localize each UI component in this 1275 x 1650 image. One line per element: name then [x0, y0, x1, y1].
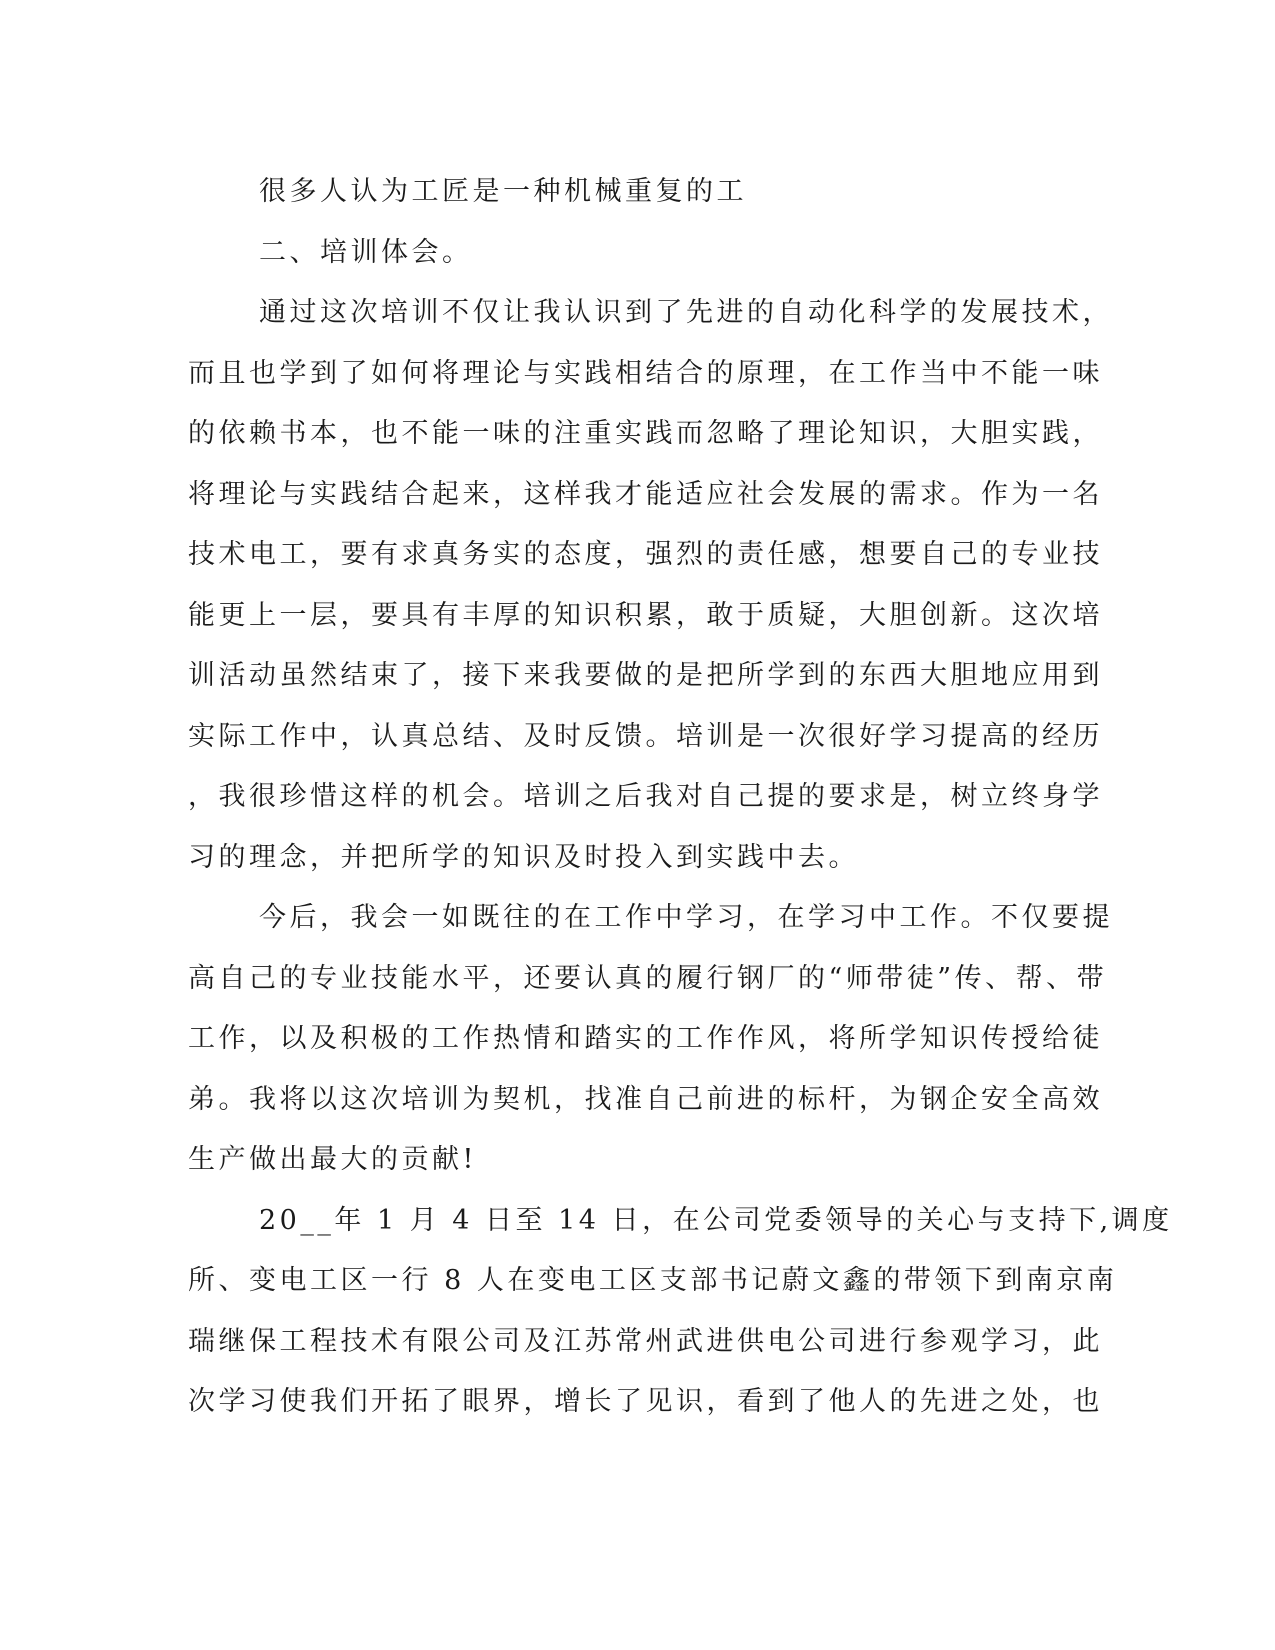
paragraph-line: 训活动虽然结束了，接下来我要做的是把所学到的东西大胆地应用到 — [188, 660, 1103, 691]
paragraph-line: 通过这次培训不仅让我认识到了先进的自动化科学的发展技术， — [259, 297, 1113, 328]
paragraph-line: 而且也学到了如何将理论与实践相结合的原理，在工作当中不能一味 — [188, 357, 1103, 389]
paragraph-line: 很多人认为工匠是一种机械重复的工 — [259, 176, 747, 207]
paragraph-line: 高自己的专业技能水平，还要认真的履行钢厂的“师带徒”传、帮、带 — [188, 962, 1108, 994]
paragraph-line: 20__年 1 月 4 日至 14 日，在公司党委领导的关心与支持下,调度 — [259, 1204, 1173, 1236]
paragraph-line: 今后，我会一如既往的在工作中学习，在学习中工作。不仅要提 — [259, 902, 1113, 933]
paragraph-line: ，我很珍惜这样的机会。培训之后我对自己提的要求是，树立终身学 — [188, 781, 1103, 812]
paragraph-line: 生产做出最大的贡献! — [188, 1144, 477, 1175]
paragraph-line: 弟。我将以这次培训为契机，找准自己前进的标杆，为钢企安全高效 — [188, 1083, 1103, 1115]
document-body — [188, 162, 1173, 1433]
paragraph-line: 将理论与实践结合起来，这样我才能适应社会发展的需求。作为一名 — [188, 478, 1103, 510]
paragraph-line: 能更上一层，要具有丰厚的知识积累，敢于质疑，大胆创新。这次培 — [188, 599, 1103, 631]
paragraph-line: 实际工作中，认真总结、及时反馈。培训是一次很好学习提高的经历 — [188, 720, 1103, 752]
paragraph-line: 工作，以及积极的工作热情和踏实的工作作风，将所学知识传授给徒 — [188, 1023, 1103, 1054]
paragraph-line: 技术电工，要有求真务实的态度，强烈的责任感，想要自己的专业技 — [188, 539, 1103, 570]
paragraph-line: 所、变电工区一行 8 人在变电工区支部书记蔚文鑫的带领下到南京南 — [188, 1265, 1118, 1296]
paragraph-line: 的依赖书本，也不能一味的注重实践而忽略了理论知识，大胆实践， — [188, 418, 1103, 449]
paragraph-line: 习的理念，并把所学的知识及时投入到实践中去。 — [188, 841, 859, 873]
paragraph-line: 瑞继保工程技术有限公司及江苏常州武进供电公司进行参观学习，此 — [188, 1325, 1103, 1357]
paragraph-line: 次学习使我们开拓了眼界，增长了见识，看到了他人的先进之处，也 — [188, 1386, 1103, 1417]
section-heading: 二、培训体会。 — [259, 236, 473, 268]
